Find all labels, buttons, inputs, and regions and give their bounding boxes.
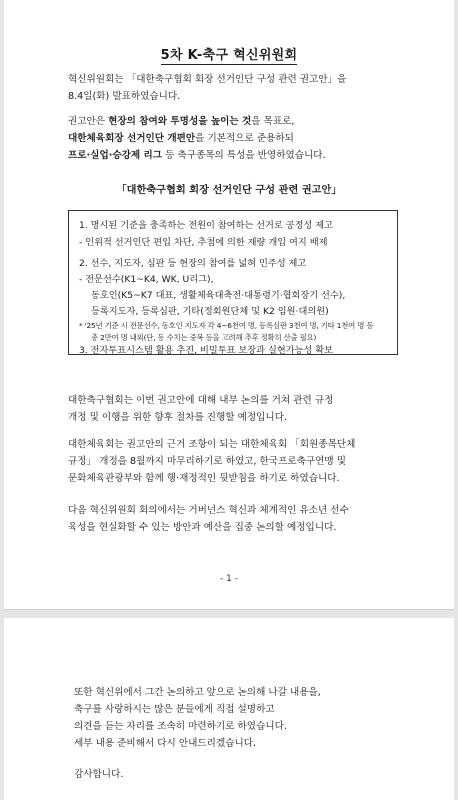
item-2: 2. 선수, 지도자, 심판 등 현장의 참여를 넓혀 민주성 제고 <box>79 258 307 269</box>
page-title: 5차 K-축구 혁신위원회 <box>160 48 298 63</box>
goal-paragraph: 권고안은 현장의 참여와 투명성을 높이는 것을 목표로, 대한체육회장 선거인단 개편안을 기본적으로 준용하되 프로·실업·승강제 리그 등 축구종목의 특성을 반영하였습니다. <box>68 116 326 161</box>
item-2-detail-2: 동호인(K5~K7 대표, 생활체육대축전·대통령기·협회장기 선수), <box>91 290 346 301</box>
item-2-detail-1: - 전문선수(K1~K4, WK, U리그), <box>79 274 214 285</box>
ksoc-paragraph: 대한체육회는 권고안의 근거 조항이 되는 대한체육회 「회원종목단체 규정」 개정을 8월까지 마무리하기로 하였고, 한국프로축구연맹 및 문화체육관광부와 함께 행·재정적인 뒷받침을 하기로 하였습니다. <box>68 439 356 484</box>
item-2-note-1: * '25년 기준 시 전문선수, 동호인 지도자 각 4~6천여 명, 등록심판 3천여 명, 기타 1천여 명 등 <box>79 321 374 330</box>
recommendation-title: 「대한축구협회 회장 선거인단 구성 관련 권고안」 <box>116 185 342 196</box>
kfa-paragraph: 대한축구협회는 이번 권고안에 대해 내부 논의를 거쳐 관련 규정 개정 및 이행을 위한 향후 절차를 진행할 예정입니다. <box>68 395 334 423</box>
intro-paragraph: 혁신위원회는 「대한축구협회 회장 선거인단 구성 관련 권고안」을 8.4일(화) 발표하였습니다. <box>68 74 347 102</box>
item-3: 3. 전자투표시스템 활용 추진, 비밀투표 보장과 실현가능성 확보 <box>79 345 334 356</box>
recommendation-box <box>68 210 398 355</box>
thanks-text: 감사합니다. <box>74 769 124 780</box>
next-meeting-paragraph: 다음 혁신위원회 회의에서는 거버넌스 혁신과 체계적인 유소년 선수 육성을 현실화할 수 있는 방안과 예산을 집중 논의할 예정입니다. <box>68 505 349 533</box>
item-1: 1. 명시된 기준을 충족하는 전원이 참여하는 선거로 공정성 제고 <box>79 220 334 231</box>
document-page-1 <box>4 0 454 610</box>
closing-paragraph: 또한 혁신위에서 그간 논의하고 앞으로 논의해 나갈 내용을, 축구를 사랑하시는 많은 분들에게 직접 설명하고 의견을 듣는 자리를 조속히 마련하기로 하였습니다. 세부 내용 준비해서 다시 안내드리겠습니다. <box>74 687 321 749</box>
item-2-note-2: 총 2만여 명 내외(단, 동 수치는 중복 등을 고려해 추후 정확히 산출 필요) <box>91 333 317 342</box>
item-2-detail-3: 등록지도자, 등록심판, 기타(정회원단체 및 K2 임원·대의원) <box>91 306 329 317</box>
item-1-detail: - 인위적 선거인단 편입 차단, 추첨에 의한 재량 개입 여지 배제 <box>79 237 328 248</box>
document-page-2 <box>4 618 454 800</box>
page-number: - 1 - <box>220 574 238 584</box>
